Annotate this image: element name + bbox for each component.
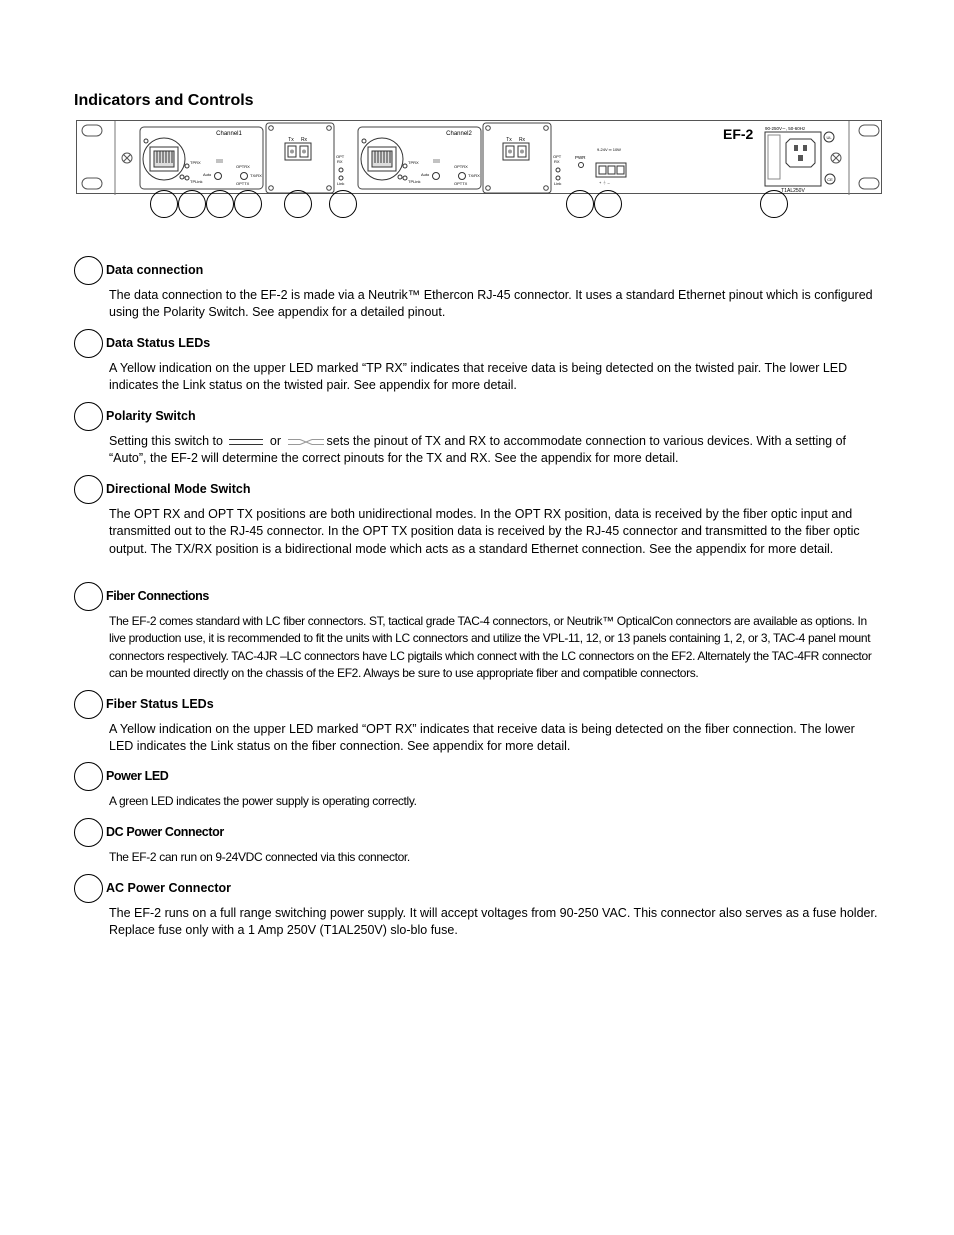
section-marker [74, 402, 103, 431]
opt-rx-label: RX [337, 159, 343, 164]
section-heading: Fiber Connections [106, 589, 209, 603]
pwr-label: PWR [575, 155, 586, 160]
section-marker [74, 690, 103, 719]
optrx-label-2: OPTRX [454, 164, 468, 169]
section-marker [74, 874, 103, 903]
rx-label-2: Rx [518, 137, 526, 143]
fiber-plate-2 [483, 123, 551, 193]
txrx-label-2: TX/RX [468, 173, 480, 178]
opt-label: OPT [336, 154, 345, 159]
tplink-label: TPLink [190, 179, 203, 184]
rack-slot-bottom-right [859, 178, 879, 189]
txrx-label: TX/RX [250, 173, 262, 178]
rack-slot-bottom-left [82, 178, 102, 189]
rx-label: Rx [300, 137, 308, 143]
dc-pin-labels: + ⏚ – [599, 180, 610, 185]
opttx-label: OPTTX [236, 181, 250, 186]
tprx-led-2 [403, 164, 407, 168]
section-body: The EF-2 can run on 9-24VDC connected via this connector. [109, 850, 410, 864]
link-label: Link [337, 181, 345, 186]
dc-voltage-label: 9-24V ═ 10W [597, 147, 621, 152]
tprx-label: TPRX [190, 160, 201, 165]
ul-mark: UL [826, 135, 832, 140]
section-marker [74, 582, 103, 611]
section-heading: Fiber Status LEDs [106, 697, 214, 711]
section-heading: AC Power Connector [106, 881, 232, 895]
section-body: The EF-2 runs on a full range switching power supply. It will accept voltages from 90-250 VAC. This connector also serves as a fuse holder. Replace fuse only with a 1 Amp 250V (T1AL250V) slo-blo fuse. [109, 906, 878, 938]
direction-switch-2 [459, 173, 466, 180]
opt-label-2: OPT [553, 154, 562, 159]
section-heading: Data Status LEDs [106, 336, 211, 350]
rack-slot-top-left [82, 125, 102, 136]
polarity-text-before: Setting this switch to [109, 434, 223, 448]
optrx-led-2 [556, 168, 560, 172]
link-label-2: Link [554, 181, 562, 186]
dc-power-connector [596, 163, 626, 177]
optrx-led-1 [339, 168, 343, 172]
auto-label: Auto [203, 172, 212, 177]
tx-label: Tx [288, 137, 294, 143]
section-body: A Yellow indication on the upper LED marked “OPT RX” indicates that receive data is being detected on the fiber connection. The lower LED indicates the Link status on the fiber connection. See appendix for more detail. [109, 722, 855, 754]
front-panel-drawing [77, 121, 883, 195]
section-heading: Polarity Switch [106, 409, 196, 423]
opt-rx-label-2: RX [554, 159, 560, 164]
section-marker [74, 475, 103, 504]
page-title: Indicators and Controls [74, 92, 254, 109]
tplink-label-2: TPLink [408, 179, 421, 184]
optrx-label: OPTRX [236, 164, 250, 169]
channel2-label: Channel2 [446, 131, 472, 137]
fiber-plate-1 [266, 123, 334, 193]
section-heading: Directional Mode Switch [106, 482, 251, 496]
optlink-led-2 [556, 176, 560, 180]
tplink-led-2 [403, 176, 407, 180]
section-marker [74, 256, 103, 285]
ac-voltage-label: 90-250V∼, 50-60Hz [765, 126, 806, 131]
ce-mark: CE [827, 177, 833, 182]
crossover-polarity-icon [288, 438, 324, 446]
section-body: A Yellow indication on the upper LED marked “TP RX” indicates that receive data is being detected on the twisted pair. The lower LED indicates the Link status on the twisted pair. See appendix for more detail. [109, 361, 848, 393]
tx-label-2: Tx [506, 137, 512, 143]
rack-slot-top-right [859, 125, 879, 136]
section-body: The EF-2 comes standard with LC fiber connectors. ST, tactical grade TAC-4 connectors, or Neutrik™ OpticalCon connectors are available as options. In live production use, it is recommended to fit the units with LC connectors and utilize the VPL-11, 12, or 13 panels containing 1, 2, or 3, TAC-4 panel mount connectors respectively. TAC-4JR –LC connectors have LC pigtails which connect with the LC connectors on the EF2. Alternately the TAC-4FR connector can be mounted directly on the chassis of the EF2. Always be sure to use appropriate fiber and compatible connectors. [109, 614, 872, 681]
model-label: EF-2 [723, 126, 754, 142]
section-body: A green LED indicates the power supply is operating correctly. [109, 794, 417, 808]
polarity-text-or: or [269, 434, 282, 448]
channel1-label: Channel1 [216, 131, 242, 137]
section-heading: DC Power Connector [106, 825, 224, 839]
power-led [579, 163, 584, 168]
tprx-label-2: TPRX [408, 160, 419, 165]
section-heading: Data connection [106, 263, 204, 277]
opttx-label-2: OPTTX [454, 181, 468, 186]
section-body [109, 433, 881, 468]
section-marker [74, 329, 103, 358]
polarity-switch-1 [215, 173, 222, 180]
straight-polarity-icon [229, 438, 263, 446]
auto-label-2: Auto [421, 172, 430, 177]
front-panel-diagram [76, 120, 882, 194]
section-body: The data connection to the EF-2 is made via a Neutrik™ Ethercon RJ-45 connector. It uses a standard Ethernet pinout which is configured using the Polarity Switch. See appendix for a detailed pinout. [109, 288, 873, 320]
section-heading: Power LED [106, 769, 169, 783]
fuse-label: T1AL250V [781, 188, 805, 194]
section-marker [74, 818, 103, 847]
section-body: The OPT RX and OPT TX positions are both unidirectional modes. In the OPT RX position, data is received by the fiber optic input and transmitted out to the RJ-45 connector. In the OPT TX position data is received by the RJ-45 connector and transmitted to the fiber optic output. The TX/RX position is a bidirectional mode which acts as a standard Ethernet connection. See the appendix for more detail. [109, 507, 860, 556]
section-marker [74, 762, 103, 791]
direction-switch-1 [241, 173, 248, 180]
callout-circles [0, 0, 954, 230]
optlink-led-1 [339, 176, 343, 180]
polarity-text-after: sets the pinout of TX and RX to accommodate connection to various devices. With a setting of “Auto”, the EF-2 will determine the correct pinouts for the TX and RX. See the appendix for more detail. [109, 434, 847, 466]
tplink-led-1 [185, 176, 189, 180]
tprx-led-1 [185, 164, 189, 168]
polarity-switch-2 [433, 173, 440, 180]
